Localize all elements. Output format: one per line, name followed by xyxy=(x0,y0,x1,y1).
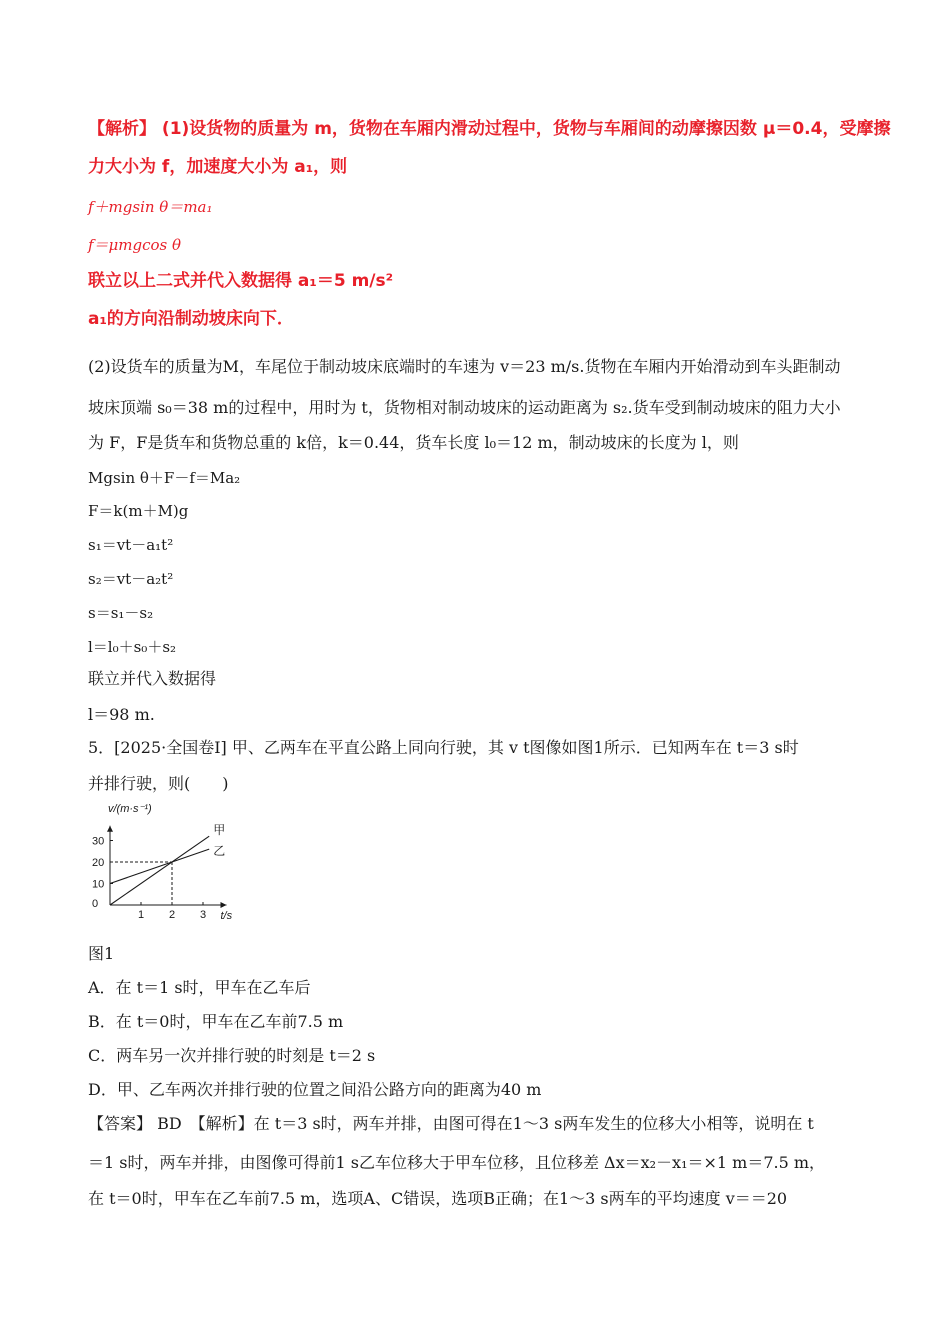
y-tick-label: 30 xyxy=(92,835,105,848)
part2-line-4: 联立并代入数据得 xyxy=(88,669,217,688)
series-line-2 xyxy=(110,849,209,883)
analysis-line-2: 力大小为 f，加速度大小为 a₁，则 xyxy=(88,157,348,177)
option-d: D．甲、乙车两次并排行驶的位置之间沿公路方向的距离为40 m xyxy=(88,1080,542,1099)
analysis-line-4: a₁的方向沿制动坡床向下． xyxy=(88,309,294,329)
vt-chart xyxy=(80,800,250,920)
series-line-1 xyxy=(110,836,209,905)
part2-formula-5: s＝s₁－s₂ xyxy=(88,604,154,622)
figure-caption: 图1 xyxy=(88,944,115,963)
y-tick-label: 20 xyxy=(92,857,105,869)
y-tick-label: 10 xyxy=(92,878,105,891)
part2-formula-2: F＝k(m＋M)g xyxy=(88,502,189,520)
analysis-formula-2: f＝μmgcos θ xyxy=(88,236,182,254)
x-axis-label: t/s xyxy=(220,910,233,920)
part2-line-2: 坡床顶端 s₀＝38 m的过程中，用时为 t，货物相对制动坡床的运动距离为 s₂.货车受到制动坡床的阻力大小 xyxy=(88,398,841,417)
answer-line-1: 【答案】 BD 【解析】在 t＝3 s时，两车并排，由图可得在1～3 s两车发生的位移大小相等，说明在 t xyxy=(88,1114,814,1133)
question-stem-2: 并排行驶，则( ) xyxy=(88,774,229,793)
y-axis-label: v/(m·s⁻¹) xyxy=(108,803,152,815)
answer-line-3: 在 t＝0时，甲车在乙车前7.5 m，选项A、C错误，选项B正确；在1～3 s两车的平均速度 v＝＝20 xyxy=(88,1189,788,1208)
option-b: B．在 t＝0时，甲车在乙车前7.5 m xyxy=(88,1012,344,1031)
analysis-line-3: 联立以上二式并代入数据得 a₁＝5 m/s² xyxy=(88,271,394,291)
part2-line-5: l＝98 m. xyxy=(88,705,155,724)
series-label-1: 甲 xyxy=(213,823,226,838)
question-stem-1: 5．[2025·全国卷Ⅰ] 甲、乙两车在平直公路上同向行驶，其 v t图像如图1所示．已知两车在 t＝3 s时 xyxy=(88,738,799,757)
part2-formula-3: s₁＝vt－a₁t² xyxy=(88,536,174,554)
part2-formula-1: Mgsin θ＋F－f＝Ma₂ xyxy=(88,469,241,487)
x-tick-label: 2 xyxy=(169,909,176,920)
part2-line-1: (2)设货车的质量为M，车尾位于制动坡床底端时的车速为 v＝23 m/s.货物在车厢内开始滑动到车头距制动 xyxy=(88,357,841,376)
part2-line-3: 为 F，F是货车和货物总重的 k倍，k＝0.44，货车长度 l₀＝12 m，制动坡床的长度为 l，则 xyxy=(88,433,739,452)
series-label-2: 乙 xyxy=(213,844,226,859)
x-tick-label: 1 xyxy=(138,909,145,920)
x-axis-arrow xyxy=(221,902,227,908)
part2-formula-4: s₂＝vt－a₂t² xyxy=(88,570,174,588)
analysis-formula-1: f＋mgsin θ＝ma₁ xyxy=(88,198,213,216)
part2-formula-6: l＝l₀＋s₀＋s₂ xyxy=(88,638,177,656)
y-tick-label: 0 xyxy=(92,898,99,910)
option-c: C．两车另一次并排行驶的时刻是 t＝2 s xyxy=(88,1046,376,1065)
answer-line-2: ＝1 s时，两车并排，由图像可得前1 s乙车位移大于甲车位移，且位移差 Δx＝x₂－x₁＝×1 m＝7.5 m， xyxy=(88,1153,826,1172)
option-a: A．在 t＝1 s时，甲车在乙车后 xyxy=(88,978,311,997)
analysis-line-1: 【解析】 (1)设货物的质量为 m，货物在车厢内滑动过程中，货物与车厢间的动摩擦因数 μ＝0.4，受摩擦 xyxy=(88,119,891,139)
y-axis-arrow xyxy=(107,826,113,832)
x-tick-label: 3 xyxy=(200,909,207,920)
